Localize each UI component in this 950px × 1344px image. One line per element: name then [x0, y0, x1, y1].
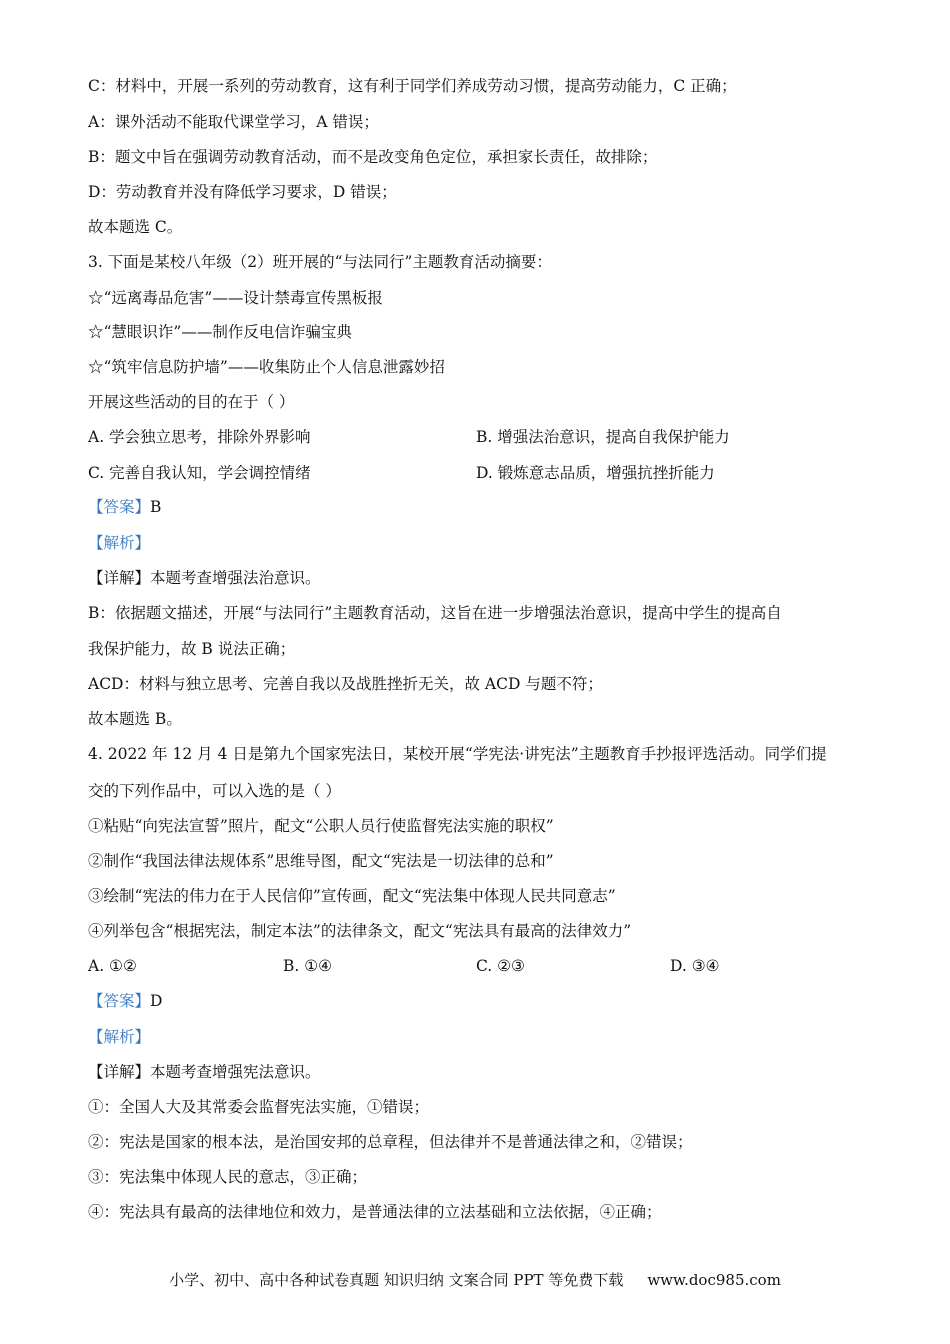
question-4-option-d: D. ③④	[670, 957, 720, 975]
footer-text: 小学、初中、高中各种试卷真题 知识归纳 文案合同 PPT 等免费下载	[169, 1271, 624, 1289]
question-4-option-a: A. ①②	[88, 957, 137, 975]
footer-link[interactable]: www.doc985.com	[647, 1271, 781, 1289]
question-4-stem-2: 交的下列作品中，可以入选的是（ ）	[88, 782, 341, 800]
question-4-option-c: C. ②③	[476, 957, 525, 975]
question-3-activity-3: ☆“筑牢信息防护墙”——收集防止个人信息泄露妙招	[88, 358, 445, 376]
question-3-activity-1: ☆“远离毒品危害”——设计禁毒宣传黑板报	[88, 289, 383, 307]
question-3-activity-2: ☆“慧眼识诈”——制作反电信诈骗宝典	[88, 323, 352, 341]
question-3-answer	[88, 497, 161, 517]
question-3-detail: 【详解】本题考查增强法治意识。	[88, 569, 321, 587]
question-3-analysis-tag: 【解析】	[88, 534, 151, 552]
page-footer	[0, 1270, 950, 1290]
question-3-prompt: 开展这些活动的目的在于（ ）	[88, 393, 295, 411]
answer-tag: 【答案】	[88, 992, 151, 1010]
question-4-statement-3: ③绘制“宪法的伟力在于人民信仰”宣传画，配文“宪法集中体现人民共同意志”	[88, 887, 616, 905]
question-4-explanation-2: ②：宪法是国家的根本法，是治国安邦的总章程，但法律并不是普通法律之和，②错误；	[88, 1133, 693, 1151]
question-4-option-b: B. ①④	[283, 957, 333, 975]
question-4-statement-4: ④列举包含“根据宪法，制定本法”的法律条文，配文“宪法具有最高的法律效力”	[88, 922, 632, 940]
question-4-statement-2: ②制作“我国法律法规体系”思维导图，配文“宪法是一切法律的总和”	[88, 852, 554, 870]
question-3-explanation-b-2: 我保护能力，故 B 说法正确；	[88, 640, 296, 658]
question-3-stem: 3. 下面是某校八年级（2）班开展的“与法同行”主题教育活动摘要：	[88, 253, 552, 271]
question-3-explanation-acd: ACD：材料与独立思考、完善自我以及战胜挫折无关，故 ACD 与题不符；	[88, 675, 603, 693]
question-3-option-b: B. 增强法治意识，提高自我保护能力	[476, 428, 730, 446]
question-3-explanation-b-1: B：依据题文描述，开展“与法同行”主题教育活动，这旨在进一步增强法治意识，提高中学生的提高自	[88, 604, 782, 622]
question-4-explanation-1: ①：全国人大及其常委会监督宪法实施，①错误；	[88, 1098, 430, 1116]
analysis-line-a: A：课外活动不能取代课堂学习，A 错误；	[88, 113, 379, 131]
analysis-line-b: B：题文中旨在强调劳动教育活动，而不是改变角色定位，承担家长责任，故排除；	[88, 148, 658, 166]
question-3-conclusion: 故本题选 B。	[88, 710, 182, 728]
question-4-answer	[88, 991, 162, 1011]
question-4-stem-1: 4. 2022 年 12 月 4 日是第九个国家宪法日，某校开展“学宪法·讲宪法”主题教育手抄报评选活动。同学们提	[88, 745, 827, 763]
question-3-option-c: C. 完善自我认知，学会调控情绪	[88, 464, 311, 482]
answer-tag: 【答案】	[88, 498, 151, 516]
question-4-explanation-3: ③：宪法集中体现人民的意志，③正确；	[88, 1168, 368, 1186]
question-4-analysis-tag: 【解析】	[88, 1028, 151, 1046]
answer-value: D	[150, 992, 163, 1010]
analysis-line-d: D：劳动教育并没有降低学习要求，D 错误；	[88, 183, 397, 201]
question-4-explanation-4: ④：宪法具有最高的法律地位和效力，是普通法律的立法基础和立法依据，④正确；	[88, 1203, 662, 1221]
question-4-statement-1: ①粘贴“向宪法宣誓”照片，配文“公职人员行使监督宪法实施的职权”	[88, 817, 554, 835]
answer-value: B	[150, 498, 162, 516]
question-3-option-d: D. 锻炼意志品质，增强抗挫折能力	[476, 464, 715, 482]
question-3-option-a: A. 学会独立思考，排除外界影响	[88, 428, 311, 446]
answer-conclusion: 故本题选 C。	[88, 218, 183, 236]
question-4-detail: 【详解】本题考查增强宪法意识。	[88, 1063, 321, 1081]
analysis-line-c: C：材料中，开展一系列的劳动教育，这有利于同学们养成劳动习惯，提高劳动能力，C 正确；	[88, 77, 737, 95]
